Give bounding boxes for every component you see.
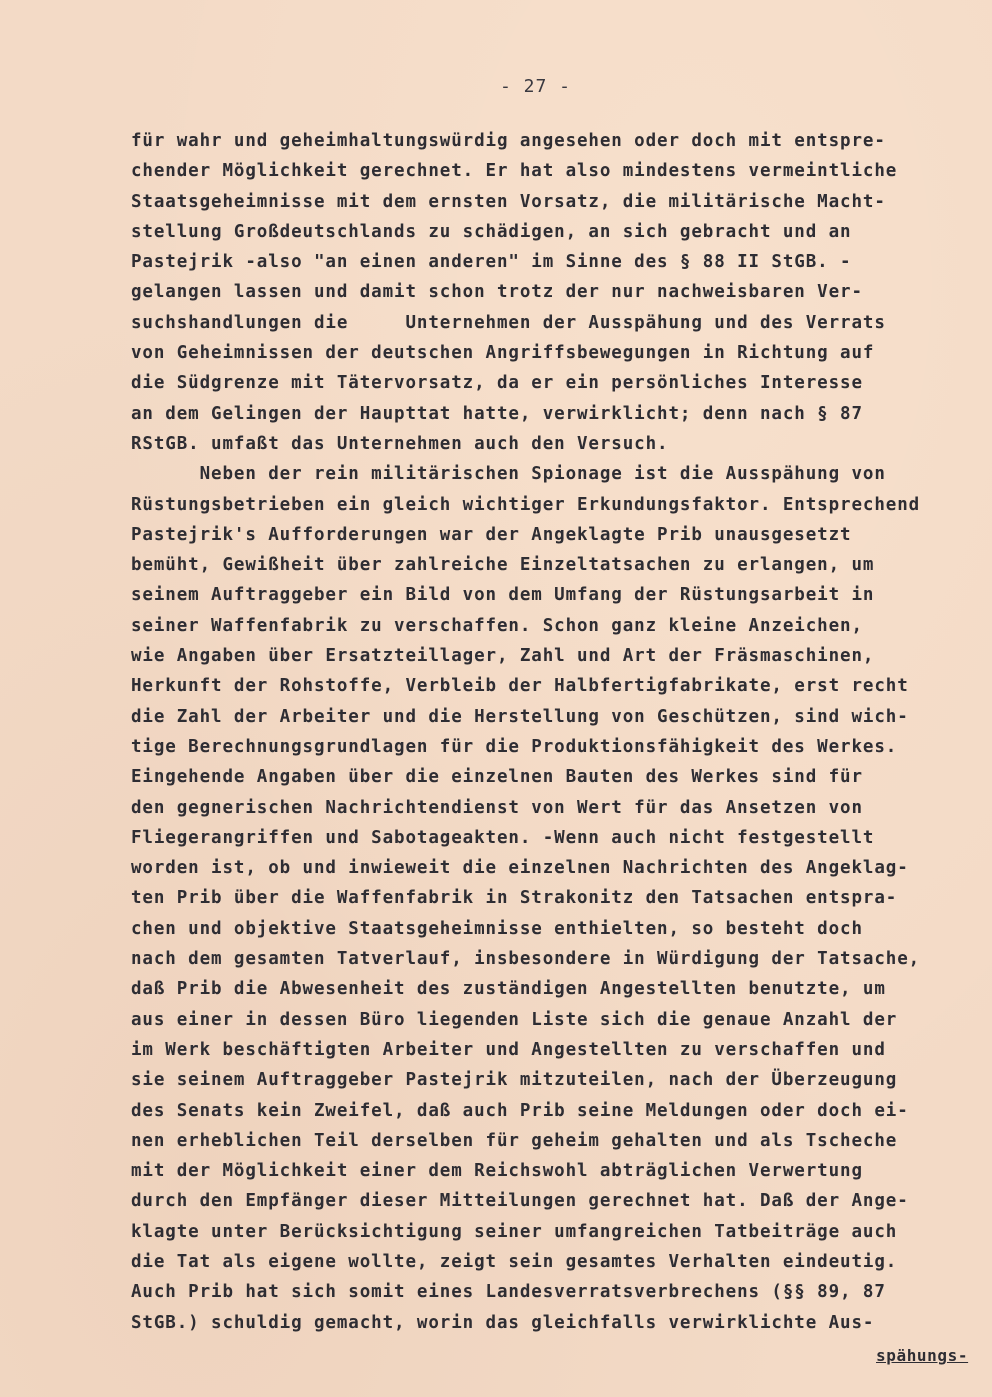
text-line-31: im Werk beschäftigten Arbeiter und Angestellten zu verschaffen und — [131, 1039, 886, 1060]
text-line-37: klagte unter Berücksichtigung seiner umfangreichen Tatbeiträge auch — [131, 1221, 898, 1242]
text-line-13: Rüstungsbetrieben ein gleich wichtiger Erkundungsfaktor. Entsprechend — [131, 494, 921, 515]
text-line-23: den gegnerischen Nachrichtendienst von Wert für das Ansetzen von — [131, 797, 863, 818]
text-line-19: Herkunft der Rohstoffe, Verbleib der Halbfertigfabrikate, erst recht — [131, 676, 909, 697]
text-line-15: bemüht, Gewißheit über zahlreiche Einzeltatsachen zu erlangen, um — [131, 555, 875, 576]
text-line-2: chender Möglichkeit gerechnet. Er hat also mindestens vermeintliche — [131, 161, 898, 182]
text-line-20: die Zahl der Arbeiter und die Herstellung von Geschützen, sind wich- — [131, 706, 909, 727]
text-line-17: seiner Waffenfabrik zu verschaffen. Schon ganz kleine Anzeichen, — [131, 615, 863, 636]
text-line-4: stellung Großdeutschlands zu schädigen, an sich gebracht und an — [131, 221, 852, 242]
text-line-9: die Südgrenze mit Tätervorsatz, da er ein persönliches Interesse — [131, 373, 863, 394]
text-line-6: gelangen lassen und damit schon trotz der nur nachweisbaren Ver- — [131, 282, 863, 303]
text-line-38: die Tat als eigene wollte, zeigt sein gesamtes Verhalten eindeutig. — [131, 1251, 898, 1272]
text-line-25: worden ist, ob und inwieweit die einzelnen Nachrichten des Angeklag- — [131, 858, 909, 879]
text-line-40: StGB.) schuldig gemacht, worin das gleichfalls verwirklichte Aus- — [131, 1312, 875, 1333]
text-line-5: Pastejrik -also "an einen anderen" im Sinne des § 88 II StGB. - — [131, 252, 852, 273]
text-line-24: Fliegerangriffen und Sabotageakten. -Wenn auch nicht festgestellt — [131, 827, 875, 848]
text-line-21: tige Berechnungsgrundlagen für die Produktionsfähigkeit des Werkes. — [131, 736, 898, 757]
text-line-32: sie seinem Auftraggeber Pastejrik mitzuteilen, nach der Überzeugung — [131, 1070, 898, 1091]
text-line-28: nach dem gesamten Tatverlauf, insbesondere in Würdigung der Tatsache, — [131, 949, 921, 970]
body-text — [131, 126, 981, 1338]
text-line-27: chen und objektive Staatsgeheimnisse enthielten, so besteht doch — [131, 918, 863, 939]
text-line-22: Eingehende Angaben über die einzelnen Bauten des Werkes sind für — [131, 767, 863, 788]
text-line-8: von Geheimnissen der deutschen Angriffsbewegungen in Richtung auf — [131, 343, 875, 364]
text-line-16: seinem Auftraggeber ein Bild von dem Umfang der Rüstungsarbeit in — [131, 585, 875, 606]
text-line-39: Auch Prib hat sich somit eines Landesverratsverbrechens (§§ 89, 87 — [131, 1282, 886, 1303]
catchword: spähungs- — [876, 1346, 969, 1365]
text-line-26: ten Prib über die Waffenfabrik in Strakonitz den Tatsachen entspra- — [131, 888, 898, 909]
text-line-7: suchshandlungen die Unternehmen der Ausspähung und des Verrats — [131, 312, 886, 333]
text-line-18: wie Angaben über Ersatzteillager, Zahl und Art der Fräsmaschinen, — [131, 646, 875, 667]
text-line-29: daß Prib die Abwesenheit des zuständigen Angestellten benutzte, um — [131, 979, 886, 1000]
text-line-33: des Senats kein Zweifel, daß auch Prib seine Meldungen oder doch ei- — [131, 1100, 909, 1121]
text-line-12: Neben der rein militärischen Spionage ist die Ausspähung von — [131, 464, 886, 485]
page-number: - 27 - — [500, 76, 572, 97]
text-line-35: mit der Möglichkeit einer dem Reichswohl abträglichen Verwertung — [131, 1161, 863, 1182]
text-line-30: aus einer in dessen Büro liegenden Liste sich die genaue Anzahl der — [131, 1009, 898, 1030]
text-line-3: Staatsgeheimnisse mit dem ernsten Vorsatz, die militärische Macht- — [131, 191, 886, 212]
text-line-1: für wahr und geheimhaltungswürdig angesehen oder doch mit entspre- — [131, 131, 886, 151]
text-line-36: durch den Empfänger dieser Mitteilungen gerechnet hat. Daß der Ange- — [131, 1191, 909, 1212]
text-line-34: nen erheblichen Teil derselben für geheim gehalten und als Tscheche — [131, 1130, 898, 1151]
text-line-10: an dem Gelingen der Haupttat hatte, verwirklicht; denn nach § 87 — [131, 403, 863, 424]
text-line-14: Pastejrik's Aufforderungen war der Angeklagte Prib unausgesetzt — [131, 524, 852, 545]
text-line-11: RStGB. umfaßt das Unternehmen auch den Versuch. — [131, 433, 669, 454]
